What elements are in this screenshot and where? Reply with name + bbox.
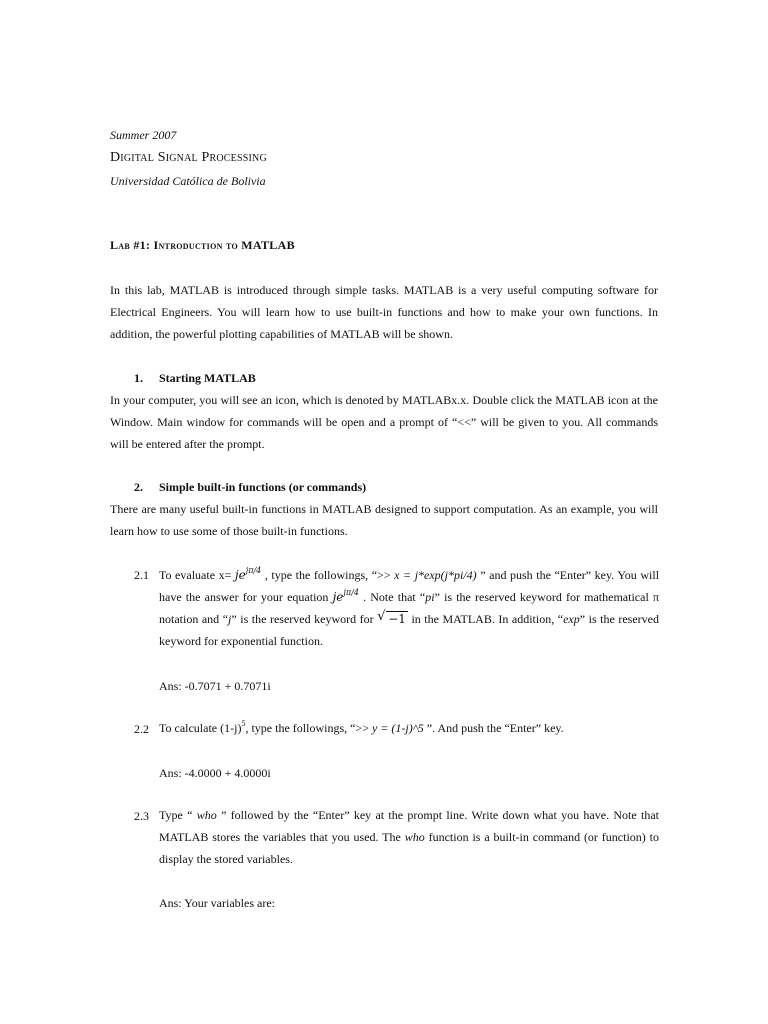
section-2-heading (134, 480, 366, 495)
section-1-heading (134, 371, 256, 386)
course-title: Digital Signal Processing (110, 150, 267, 165)
expression-je: $je^{j\pi/4}$ (234, 566, 262, 582)
section-1-number: 1. (134, 371, 143, 385)
expression-je-2: $je^{j\pi/4}$ (332, 588, 359, 604)
item-2-2-text: To calculate $(1-j)^5$, type the followings, “>> y = (1-j)^5 ”. And push the “Enter” key. (159, 719, 564, 735)
section-2-number: 2. (134, 480, 143, 494)
section-2-paragraph: There are many useful built-in functions in MATLAB designed to support computation. As an example, you will learn how to use some of those built-in functions. (110, 502, 658, 538)
section-1-paragraph: In your computer, you will see an icon, which is denoted by MATLABx.x. Double click the MATLAB icon at the Window. Main window for commands will be open and a prompt of “<<” will be given to you. All commands will be entered after the prompt. (110, 393, 658, 451)
university-name: Universidad Católica de Bolivia (110, 174, 266, 188)
section-2-title: Simple built-in functions (or commands) (159, 480, 367, 494)
item-2-1-number: 2.1 (134, 568, 149, 582)
lab-title: Lab #1: Introduction to MATLAB (110, 238, 295, 252)
item-2-3-number: 2.3 (134, 809, 149, 823)
command-y: y = (1-j)^5 (371, 721, 424, 735)
intro-paragraph: In this lab, MATLAB is introduced through simple tasks. MATLAB is a very useful computing software for Electrical Engineers. You will learn how to use built-in functions and how to make your own functions. In addition, the powerful plotting capabilities of MATLAB will be shown. (110, 283, 658, 341)
item-2-2-number: 2.2 (134, 722, 149, 736)
item-2-3-text: Type “ who ” followed by the “Enter” key at the prompt line. Write down what you have. Note that MATLAB stores the variables that you used. The who function is a built-in command (or function) to display the stored variables. (159, 808, 659, 866)
item-2-2-answer: Ans: -4.0000 + 4.0000i (159, 766, 271, 780)
sqrt-minus-one: √ −1 (377, 609, 406, 626)
section-1-title: Starting MATLAB (159, 371, 256, 385)
item-2-3-answer: Ans: Your variables are: (159, 896, 275, 910)
item-2-1-answer: Ans: -0.7071 + 0.7071i (159, 679, 271, 693)
item-2-1-text: To evaluate $x= je^{j\pi/4}$ , type the followings, “>> x = j*exp(j*pi/4) ” and push the “Enter” key. You will have the answer for your equation $je^{j\pi/4}$ . Note that “pi” is the reserved keyword for mathematical π notation and “j” is the reserved keyword for √ −1 in the MATLAB. In addition, “exp” is the reserved keyword for exponential function. (159, 566, 660, 648)
command-x: x = j*exp(j*pi/4) (394, 568, 477, 582)
semester: Summer 2007 (110, 128, 177, 142)
